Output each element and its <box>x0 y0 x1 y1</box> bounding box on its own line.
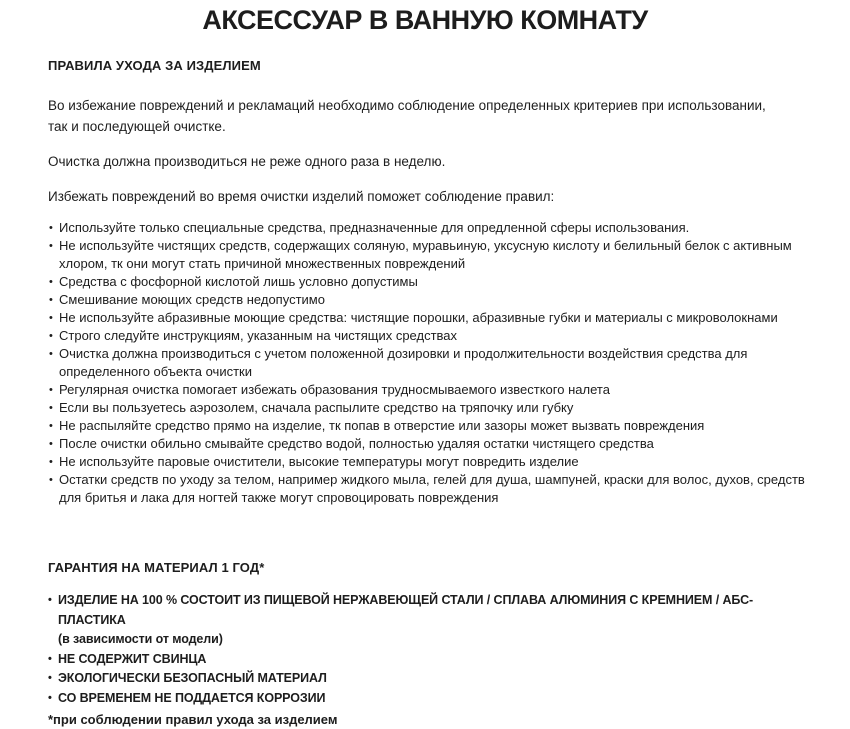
care-rule-item: • После очистки обильно смывайте средство водой, полностью удаляя остатки чистящего средства <box>48 435 820 453</box>
warranty-feature-item <box>48 669 820 689</box>
care-rules-list <box>48 219 820 507</box>
page-title: АКСЕССУАР В ВАННУЮ КОМНАТУ <box>202 5 648 35</box>
care-rules-lead-paragraph: Избежать повреждений во время очистки изделий поможет соблюдение правил: <box>48 189 555 204</box>
warranty-features-list <box>48 591 820 708</box>
care-rule-item: • Регулярная очистка помогает избежать образования трудносмываемого известкого налета <box>48 381 820 399</box>
warranty-footnote: *при соблюдении правил ухода за изделием <box>48 712 338 727</box>
document-content <box>0 58 850 729</box>
care-rule-item: • Не используйте чистящих средств, содержащих соляную, муравьиную, уксусную кислоту и белильный белок с активным хлором, тк они могут стать причиной множественных повреждений <box>48 237 820 273</box>
warranty-section-heading: ГАРАНТИЯ НА МАТЕРИАЛ 1 ГОД* <box>48 560 265 575</box>
warranty-feature-text: НЕ СОДЕРЖИТ СВИНЦА <box>58 651 207 666</box>
care-rule-item: • Не используйте паровые очистители, высокие температуры могут повредить изделие <box>48 453 820 471</box>
warranty-feature-item <box>48 591 820 650</box>
document-page <box>0 4 850 727</box>
warranty-feature-text: ЭКОЛОГИЧЕСКИ БЕЗОПАСНЫЙ МАТЕРИАЛ <box>58 671 327 685</box>
care-intro-paragraph: Во избежание повреждений и рекламаций необходимо соблюдение определенных критериев при использовании, так и последующей очистке. <box>48 98 766 134</box>
warranty-feature-text: ИЗДЕЛИЕ НА 100 % СОСТОИТ ИЗ ПИЩЕВОЙ НЕРЖАВЕЮЩЕЙ СТАЛИ / СПЛАВА АЛЮМИНИЯ С КРЕМНИЕМ / АБС-ПЛАСТИКА <box>58 593 754 627</box>
care-rule-item: • Очистка должна производиться с учетом положенной дозировки и продолжительности воздействия средства для определенного объекта очистки <box>48 345 820 381</box>
care-rule-item: • Строго следуйте инструкциям, указанным на чистящих средствах <box>48 327 820 345</box>
warranty-feature-item <box>48 689 820 709</box>
care-rule-item: • Не распыляйте средство прямо на изделие, тк попав в отверстие или зазоры может вызвать повреждения <box>48 417 820 435</box>
warranty-feature-note: (в зависимости от модели) <box>58 632 223 646</box>
warranty-feature-item <box>48 650 820 670</box>
care-rule-item: • Средства с фосфорной кислотой лишь условно допустимы <box>48 273 820 291</box>
care-frequency-paragraph: Очистка должна производиться не реже одного раза в неделю. <box>48 154 446 169</box>
care-rule-item: • Остатки средств по уходу за телом, например жидкого мыла, гелей для душа, шампуней, краски для волос, духов, средств для бритья и лака для ногтей также могут спровоцировать повреждения <box>48 471 820 507</box>
care-rule-item: • Не используйте абразивные моющие средства: чистящие порошки, абразивные губки и материалы с микроволокнами <box>48 309 820 327</box>
care-section-heading: ПРАВИЛА УХОДА ЗА ИЗДЕЛИЕМ <box>48 58 261 73</box>
warranty-feature-text: СО ВРЕМЕНЕМ НЕ ПОДДАЕТСЯ КОРРОЗИИ <box>58 690 326 705</box>
care-rule-item: • Если вы пользуетесь аэрозолем, сначала распылите средство на тряпочку или губку <box>48 399 820 417</box>
care-rule-item: • Смешивание моющих средств недопустимо <box>48 291 820 309</box>
care-rule-item: • Используйте только специальные средства, предназначенные для опредленной сферы использования. <box>48 219 820 237</box>
